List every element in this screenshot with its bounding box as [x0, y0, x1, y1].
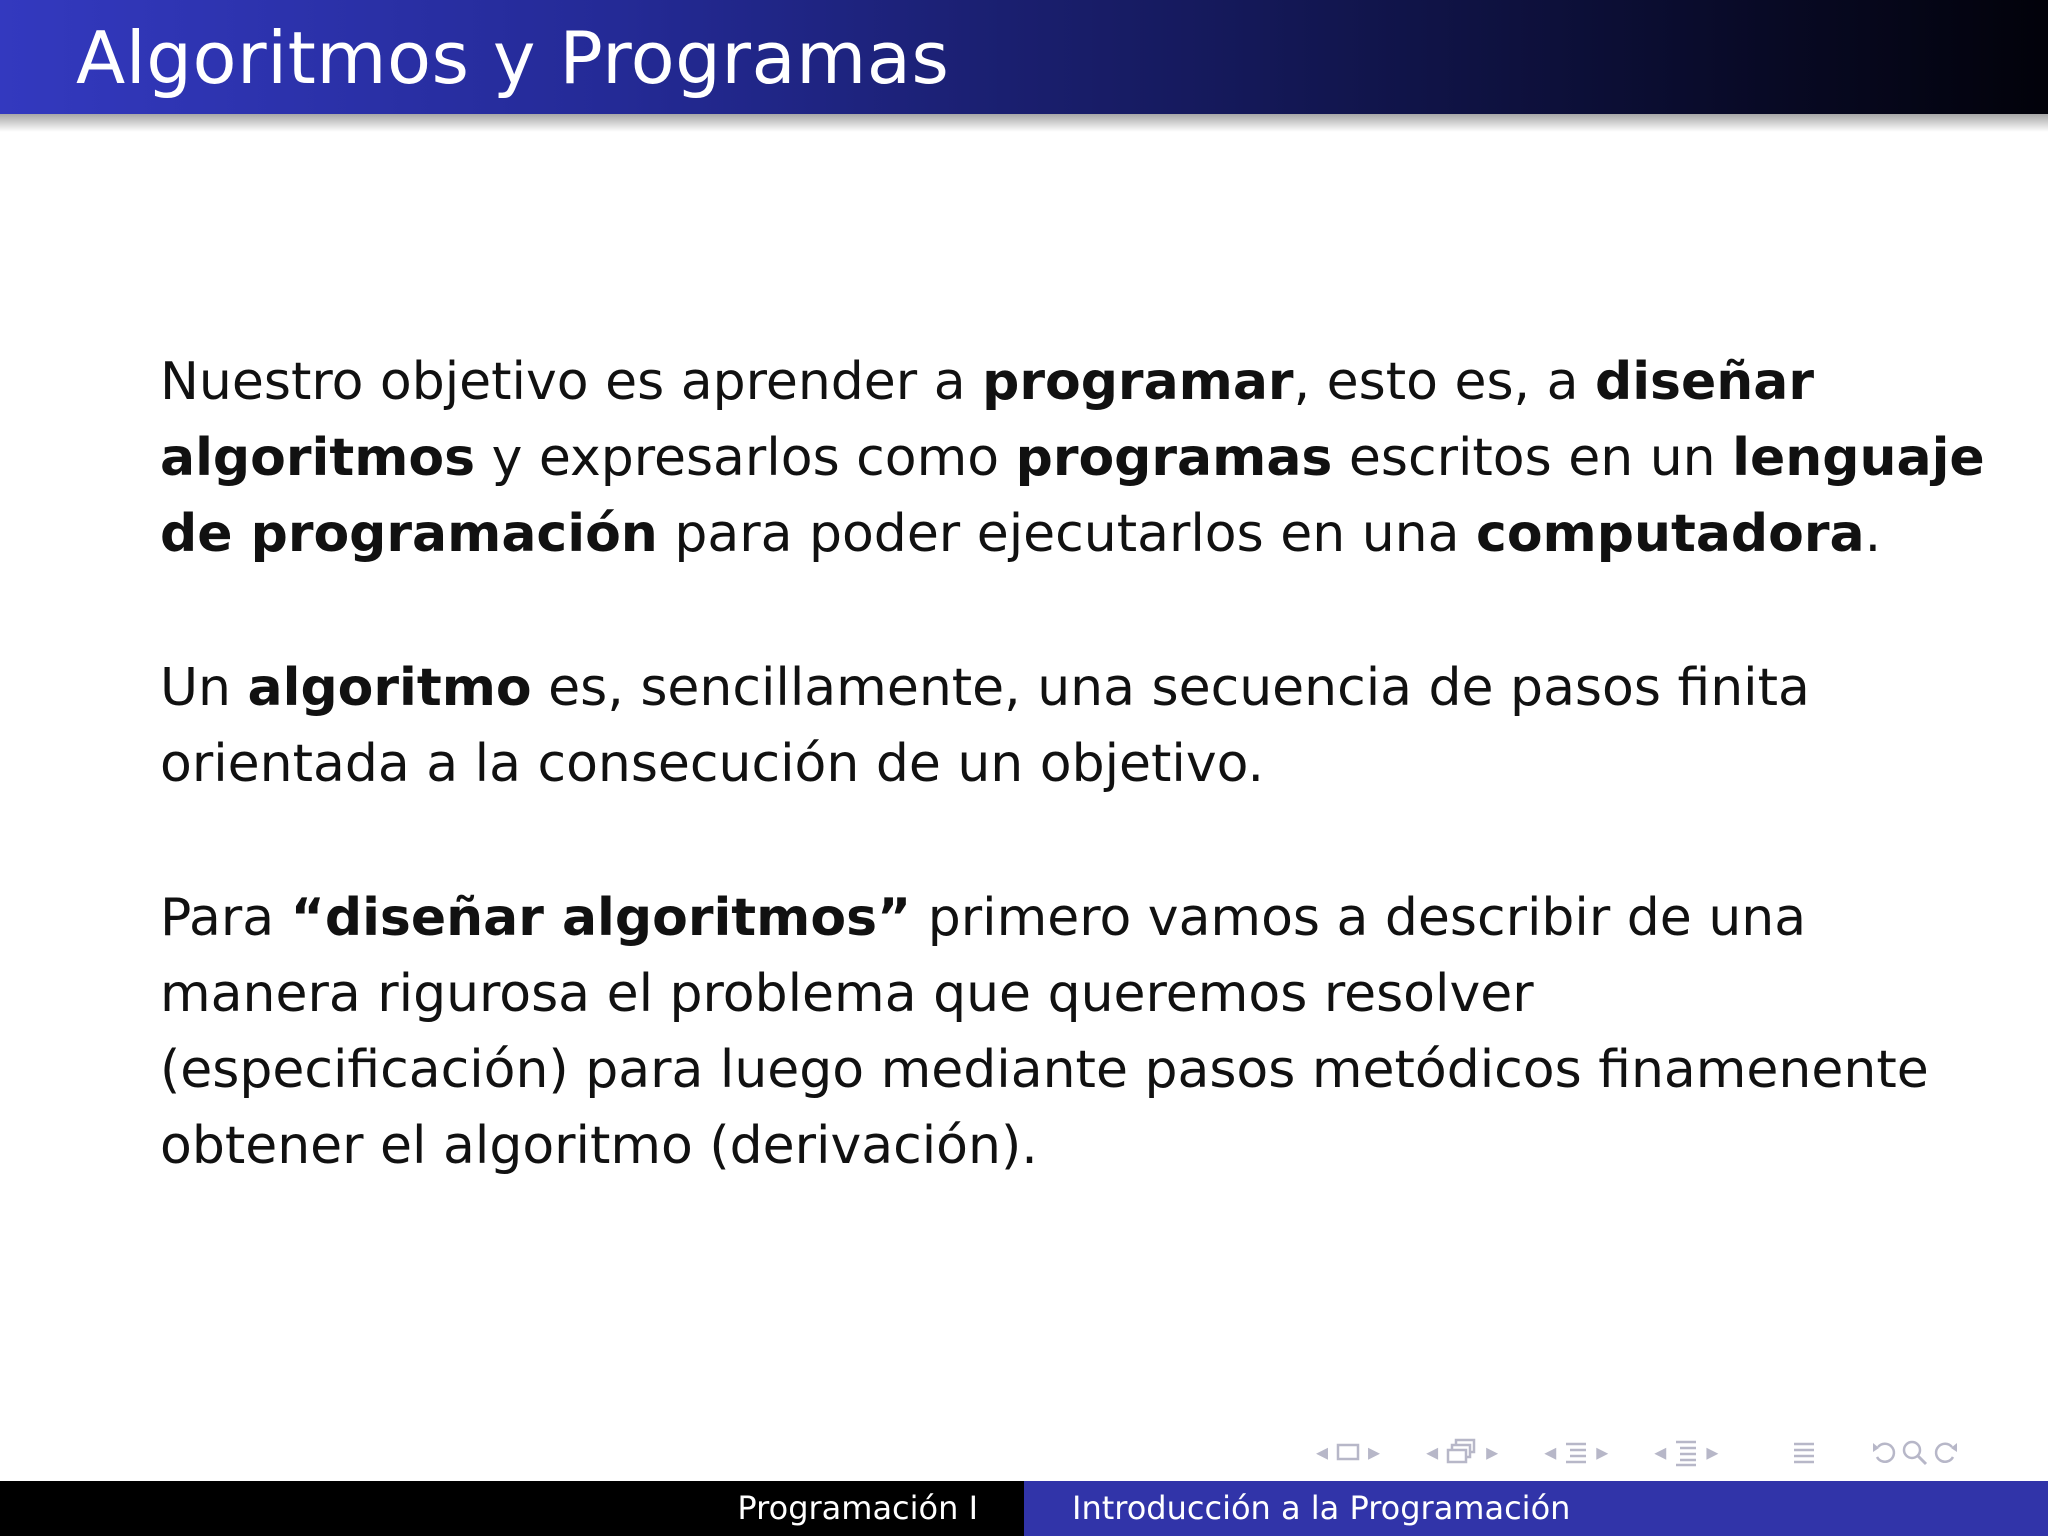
slide-nav-icon[interactable] — [1334, 1440, 1362, 1464]
beamer-navigation-bar — [1310, 1432, 1960, 1472]
slide-title: Algoritmos y Programas — [76, 16, 950, 100]
text: Un — [160, 658, 248, 718]
paragraph-1 — [160, 344, 1985, 572]
text: (especificación) para luego mediante pasos metódicos finamenente — [160, 1040, 1929, 1100]
text: , esto es, a — [1293, 352, 1595, 412]
footer-course — [0, 1481, 1024, 1536]
slide-body — [160, 344, 1985, 1184]
next-arrow-icon[interactable]: ▸ — [1706, 1438, 1719, 1466]
text: manera rigurosa el problema que queremos resolver — [160, 964, 1534, 1024]
subsection-nav-icon[interactable] — [1562, 1437, 1590, 1467]
text: Para — [160, 888, 291, 948]
bold-term: lenguaje — [1732, 428, 1985, 488]
document-nav[interactable] — [1790, 1437, 1818, 1467]
paragraph-3 — [160, 880, 1929, 1184]
bold-term: “diseñar algoritmos” — [290, 888, 912, 948]
slide-nav[interactable] — [1310, 1432, 1386, 1472]
section-nav[interactable] — [1648, 1432, 1724, 1472]
subsection-nav[interactable] — [1538, 1432, 1614, 1472]
bold-term: computadora — [1476, 504, 1865, 564]
paragraph-2 — [160, 650, 1920, 802]
title-shadow — [0, 114, 2048, 132]
document-nav-icon[interactable] — [1790, 1437, 1818, 1467]
redo-icon[interactable] — [1930, 1437, 1960, 1467]
bold-term: programas — [1015, 428, 1333, 488]
frame-nav-icon[interactable] — [1444, 1437, 1480, 1467]
footer-course-label: Programación I — [737, 1489, 978, 1527]
frame-nav[interactable] — [1420, 1432, 1504, 1472]
search-icon[interactable] — [1900, 1437, 1930, 1467]
next-arrow-icon[interactable]: ▸ — [1596, 1438, 1609, 1466]
next-arrow-icon[interactable]: ▸ — [1368, 1438, 1381, 1466]
bold-term: de programación — [160, 504, 658, 564]
prev-arrow-icon[interactable]: ◂ — [1426, 1438, 1439, 1466]
footer-topic-label: Introducción a la Programación — [1072, 1489, 1571, 1527]
text: Nuestro objetivo es aprender a — [160, 352, 983, 412]
text: primero vamos a describir de una — [911, 888, 1807, 948]
text: obtener el algoritmo (derivación). — [160, 1116, 1038, 1176]
footer-topic — [1024, 1481, 2048, 1536]
text: . — [1864, 504, 1882, 564]
prev-arrow-icon[interactable]: ◂ — [1544, 1438, 1557, 1466]
text: y expresarlos como — [475, 428, 1016, 488]
next-arrow-icon[interactable]: ▸ — [1486, 1438, 1499, 1466]
prev-arrow-icon[interactable]: ◂ — [1654, 1438, 1667, 1466]
search-controls — [1870, 1437, 1960, 1467]
undo-icon[interactable] — [1870, 1437, 1900, 1467]
text: orientada a la consecución de un objetivo. — [160, 734, 1265, 794]
section-nav-icon[interactable] — [1672, 1437, 1700, 1467]
bold-term: algoritmo — [247, 658, 532, 718]
text: para poder ejecutarlos en una — [657, 504, 1476, 564]
prev-arrow-icon[interactable]: ◂ — [1316, 1438, 1329, 1466]
bold-term: algoritmos — [160, 428, 476, 488]
text: es, sencillamente, una secuencia de pasos finita — [531, 658, 1810, 718]
footer-bar — [0, 1481, 2048, 1536]
text: escritos en un — [1332, 428, 1733, 488]
bold-term: programar — [982, 352, 1294, 412]
bold-term: diseñar — [1595, 352, 1815, 412]
